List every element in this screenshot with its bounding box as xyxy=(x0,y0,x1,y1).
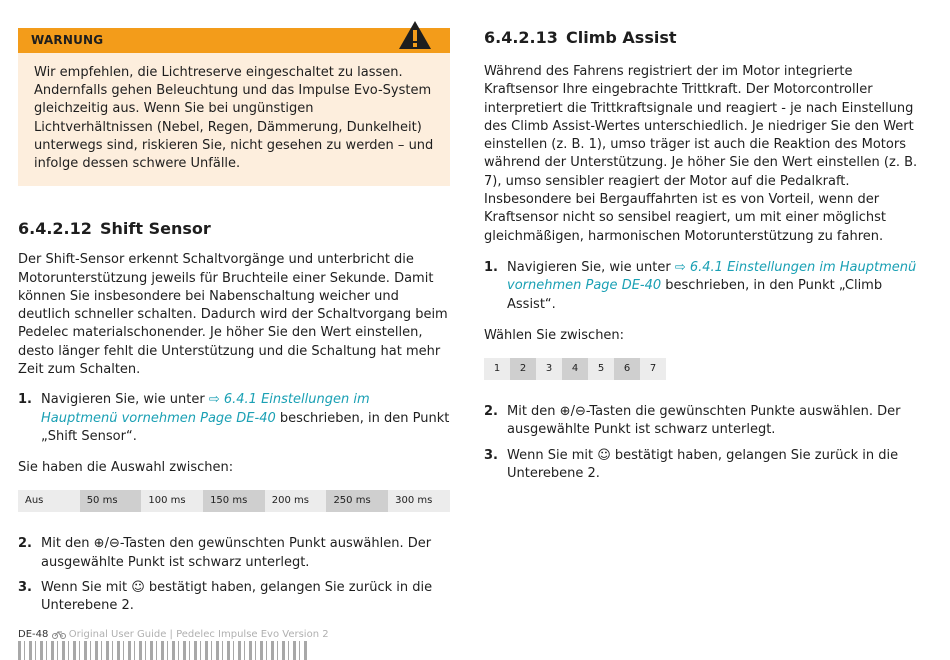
climb-step-2 xyxy=(484,403,924,440)
footer-text: Original User Guide | Pedelec Impulse Evo Version 2 xyxy=(68,629,329,640)
option-cell: 200 ms xyxy=(265,490,327,512)
option-cell: 250 ms xyxy=(326,490,388,512)
left-column xyxy=(18,28,450,616)
section-title: Climb Assist xyxy=(566,28,677,47)
step-number: 2. xyxy=(484,404,498,420)
option-cell: 100 ms xyxy=(141,490,203,512)
step-text: Mit den ⊕/⊖-Tasten den gewünschten Punkt auswählen. Der ausgewählte Punkt ist schwarz unterlegt. xyxy=(41,536,432,570)
option-cell: 50 ms xyxy=(80,490,142,512)
step-text: Wenn Sie mit ☺ bestätigt haben, gelangen Sie zurück in die Unterebene 2. xyxy=(41,580,433,614)
cross-reference-link[interactable]: ⇨ 6.4.1 Einstellungen im Hauptmenü vornehmen Page DE-40 xyxy=(41,392,370,426)
shift-step-3 xyxy=(18,579,450,616)
option-cell: 4 xyxy=(562,358,588,380)
step-number: 1. xyxy=(484,259,498,275)
page-number: DE-48 xyxy=(18,629,49,640)
step-number: 2. xyxy=(18,536,32,552)
page-footer xyxy=(18,629,329,640)
step-number: 3. xyxy=(18,580,32,596)
shift-step-1 xyxy=(18,391,450,446)
climb-assist-description: Während des Fahrens registriert der im Motor integrierte Kraftsensor Ihre eingebrachte Trittkraft. Der Motorcontroller interpretiert die Trittkraftsignale und reagiert - je nach Einstellung des Climb Assist-Wertes unterschiedlich. Je niedriger Sie den Wert einstellen (z. B. 1), umso träger ist auch die Reaktion des Motors während der Unterstützung. Je höher Sie den Wert einstellen (z. B. 7), umso sensibler reagiert der Motor auf die Pedalkraft. Insbesondere bei Bergauffahrten ist es von Vorteil, wenn der Kraftsensor nicht so sensibel reagiert, um mit einer möglichst gleichmäßigen, harmonischen Motorunterstützung zu fahren. xyxy=(484,64,918,244)
climb-assist-heading xyxy=(484,28,924,47)
option-cell: 7 xyxy=(640,358,666,380)
right-column xyxy=(484,28,924,483)
option-cell: Aus xyxy=(18,490,80,512)
climb-step-3 xyxy=(484,447,924,484)
climb-choice-label: Wählen Sie zwischen: xyxy=(484,327,625,343)
option-cell: 3 xyxy=(536,358,562,380)
option-cell: 150 ms xyxy=(203,490,265,512)
option-cell: 5 xyxy=(588,358,614,380)
step-text: beschrieben, in den Punkt „Climb Assist“. xyxy=(507,278,883,312)
shift-sensor-description: Der Shift-Sensor erkennt Schaltvorgänge und unterbricht die Motorunterstützung jeweils für Bruchteile einer Sekunde. Damit können Sie insbesondere bei Nabenschaltung weicher und deutlich schneller schalten. Dadurch wird der Schaltvorgang beim Pedelec materialschonender. Je höher Sie den Wert einstellen, desto länger fehlt die Unterstützung und die Schaltung hat mehr Zeit zum Schalten. xyxy=(18,252,448,377)
print-marks xyxy=(18,641,310,660)
step-number: 1. xyxy=(18,392,32,408)
option-cell: 6 xyxy=(614,358,640,380)
section-number: 6.4.2.13 xyxy=(484,28,558,47)
option-cell: 300 ms xyxy=(388,490,450,512)
climb-step-1 xyxy=(484,259,924,314)
step-text: Wenn Sie mit ☺ bestätigt haben, gelangen Sie zurück in die Unterebene 2. xyxy=(507,447,899,482)
warning-header xyxy=(18,28,450,53)
step-text: Navigieren Sie, wie unter xyxy=(507,259,675,275)
step-text: Navigieren Sie, wie unter xyxy=(41,392,209,408)
section-title: Shift Sensor xyxy=(100,219,211,239)
warning-box xyxy=(18,28,450,186)
shift-sensor-heading xyxy=(18,219,450,238)
climb-options-table xyxy=(484,358,924,380)
shift-choice-label: Sie haben die Auswahl zwischen: xyxy=(18,460,234,476)
option-cell: 2 xyxy=(510,358,536,380)
step-text: beschrieben, in den Punkt „Shift Sensor“. xyxy=(41,410,450,444)
bicycle-icon xyxy=(52,630,66,639)
warning-text: Wir empfehlen, die Lichtreserve eingeschaltet zu lassen. Andernfalls gehen Beleuchtung und das Impulse Evo-System gleichzeitig aus. Wenn Sie bei ungünstigen Lichtverhältnissen (Nebel, Regen, Dämmerung, Dunkelheit) unterwegs sind, riskieren Sie, nicht gesehen zu werden – und infolge dessen schwere Unfälle. xyxy=(34,65,434,172)
cross-reference-link[interactable]: ⇨ 6.4.1 Einstellungen im Hauptmenü vornehmen Page DE-40 xyxy=(507,259,917,294)
shift-options-table xyxy=(18,490,450,512)
warning-title: WARNUNG xyxy=(31,33,104,47)
warning-triangle-icon xyxy=(398,20,432,50)
shift-step-2 xyxy=(18,535,450,572)
section-number: 6.4.2.12 xyxy=(18,219,92,239)
step-number: 3. xyxy=(484,447,498,463)
step-text: Mit den ⊕/⊖-Tasten die gewünschten Punkte auswählen. Der ausgewählte Punkt ist schwarz unterlegt. xyxy=(507,404,901,438)
option-cell: 1 xyxy=(484,358,510,380)
